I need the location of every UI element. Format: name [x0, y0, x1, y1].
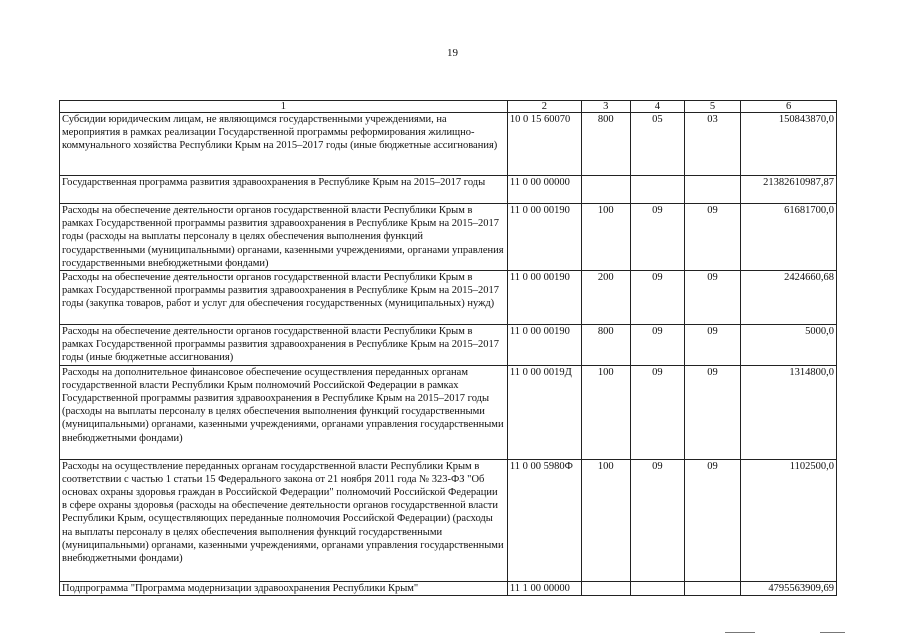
- row-name: Субсидии юридическим лицам, не являющимся государственными учреждениями, на мероприятия в рамках реализации Государственной программы реформирования жилищно-коммунального хозяйства Республики Крым на 2015–2017 годы (иные бюджетные ассигнования): [60, 113, 508, 176]
- row-col4: 09: [630, 325, 684, 366]
- row-col4: 05: [630, 113, 684, 176]
- row-name: Подпрограмма "Программа модернизации здравоохранения Республики Крым": [60, 581, 508, 595]
- row-col5: 09: [684, 325, 740, 366]
- column-header: 4: [630, 101, 684, 113]
- table-row: [60, 113, 837, 176]
- column-header: 1: [60, 101, 508, 113]
- table-row: [60, 271, 837, 325]
- row-amount: 4795563909,69: [741, 581, 837, 595]
- column-header: 3: [581, 101, 630, 113]
- table-row: [60, 176, 837, 204]
- row-code: 11 0 00 5980Ф: [507, 459, 581, 581]
- row-col4: 09: [630, 204, 684, 271]
- row-amount: 150843870,0: [741, 113, 837, 176]
- table-row: [60, 365, 837, 459]
- row-amount: 2424660,68: [741, 271, 837, 325]
- row-name: Государственная программа развития здравоохранения в Республике Крым на 2015–2017 годы: [60, 176, 508, 204]
- row-col4: [630, 581, 684, 595]
- row-code: 11 0 00 00190: [507, 204, 581, 271]
- row-col5: 03: [684, 113, 740, 176]
- column-header: 2: [507, 101, 581, 113]
- row-amount: 21382610987,87: [741, 176, 837, 204]
- row-name: Расходы на осуществление переданных органам государственной власти Республики Крым в соответствии с частью 1 статьи 15 Федерального закона от 21 ноября 2011 года № 323-ФЗ "Об основах охраны здоровья граждан в Российской Федерации" полномочий Российской Федерации в сфере охраны здоровья (расходы на обеспечение деятельности органов государственной власти Республики Крым, осуществляющих переданные полномочия Российской Федерации) (расходы на выплаты персоналу в целях обеспечения выполнения функций государственными (муниципальными) органами, казенными учреждениями, органами управления государственными внебюджетными фондами): [60, 459, 508, 581]
- table-row: [60, 581, 837, 595]
- row-code: 11 0 00 00000: [507, 176, 581, 204]
- table-header-row: [60, 101, 837, 113]
- scan-mark: [820, 632, 845, 633]
- row-col5: 09: [684, 204, 740, 271]
- row-col5: 09: [684, 271, 740, 325]
- row-col5: 09: [684, 365, 740, 459]
- row-col4: [630, 176, 684, 204]
- row-name: Расходы на обеспечение деятельности органов государственной власти Республики Крым в рамках Государственной программы развития здравоохранения в Республике Крым на 2015–2017 годы (закупка товаров, работ и услуг для обеспечения государственных (муниципальных) нужд): [60, 271, 508, 325]
- row-amount: 5000,0: [741, 325, 837, 366]
- row-name: Расходы на обеспечение деятельности органов государственной власти Республики Крым в рамках Государственной программы развития здравоохранения в Республике Крым на 2015–2017 годы (расходы на выплаты персоналу в целях обеспечения выполнения функций государственными (муниципальными) органами, казенными учреждениями, органами управления государственными внебюджетными фондами): [60, 204, 508, 271]
- table-row: [60, 325, 837, 366]
- table-row: [60, 204, 837, 271]
- row-col3: 800: [581, 113, 630, 176]
- row-col3: 100: [581, 459, 630, 581]
- row-code: 11 1 00 00000: [507, 581, 581, 595]
- row-col3: 100: [581, 365, 630, 459]
- row-code: 11 0 00 0019Д: [507, 365, 581, 459]
- column-header: 6: [741, 101, 837, 113]
- row-name: Расходы на дополнительное финансовое обеспечение осуществления переданных органам государственной власти Республики Крым полномочий Российской Федерации в рамках Государственной программы развития здравоохранения в Республике Крым на 2015–2017 годы (расходы на выплаты персоналу в целях обеспечения выполнения функций государственными (муниципальными) органами, казенными учреждениями, органами управления государственными внебюджетными фондами): [60, 365, 508, 459]
- row-col5: 09: [684, 459, 740, 581]
- row-code: 10 0 15 60070: [507, 113, 581, 176]
- page-number: 19: [447, 47, 458, 59]
- row-code: 11 0 00 00190: [507, 325, 581, 366]
- row-col5: [684, 176, 740, 204]
- column-header: 5: [684, 101, 740, 113]
- budget-table: [59, 100, 837, 596]
- row-col3: 800: [581, 325, 630, 366]
- row-col3: 200: [581, 271, 630, 325]
- row-name: Расходы на обеспечение деятельности органов государственной власти Республики Крым в рамках Государственной программы развития здравоохранения в Республике Крым на 2015–2017 годы (иные бюджетные ассигнования): [60, 325, 508, 366]
- row-col5: [684, 581, 740, 595]
- table-row: [60, 459, 837, 581]
- row-col4: 09: [630, 459, 684, 581]
- row-col4: 09: [630, 271, 684, 325]
- row-col3: 100: [581, 204, 630, 271]
- row-col4: 09: [630, 365, 684, 459]
- row-amount: 1314800,0: [741, 365, 837, 459]
- row-col3: [581, 176, 630, 204]
- row-col3: [581, 581, 630, 595]
- row-amount: 1102500,0: [741, 459, 837, 581]
- row-code: 11 0 00 00190: [507, 271, 581, 325]
- row-amount: 61681700,0: [741, 204, 837, 271]
- scan-mark: [725, 632, 755, 633]
